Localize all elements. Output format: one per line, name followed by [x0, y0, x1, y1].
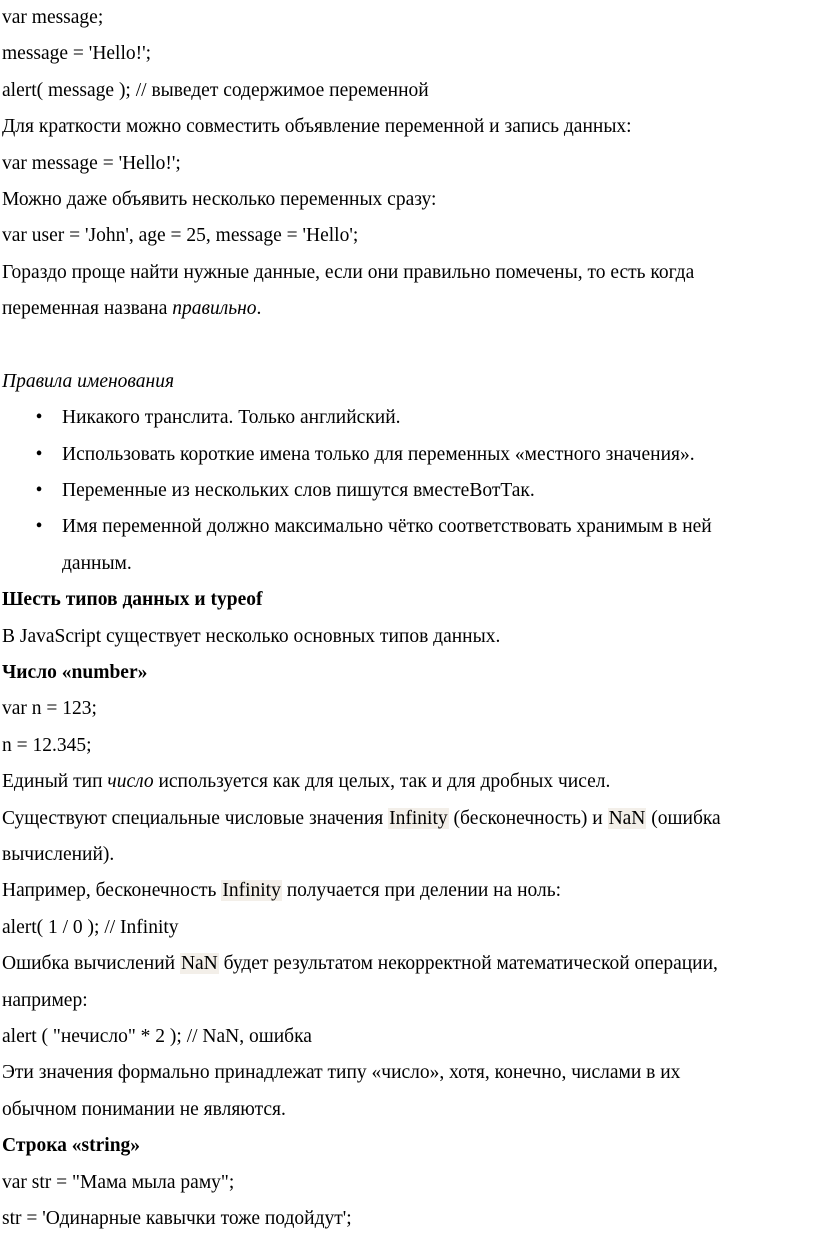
code-line: alert( message ); // выведет содержимое переменной: [2, 79, 429, 101]
highlighted-term: NaN: [180, 953, 218, 975]
text-run: (ошибка: [646, 807, 721, 829]
bullet-icon: •: [35, 407, 43, 429]
section-heading-string: Строка «string»: [2, 1135, 141, 1157]
section-heading-number: Число «number»: [2, 662, 148, 684]
text-run: переменная названа: [2, 298, 173, 320]
paragraph-line: Гораздо проще найти нужные данные, если они правильно помечены, то есть когда: [2, 261, 695, 283]
code-line: message = 'Hello!';: [2, 43, 152, 65]
paragraph-line: вычислений).: [2, 843, 115, 865]
paragraph-line: например:: [2, 989, 88, 1011]
text-run: Ошибка вычислений: [2, 953, 180, 975]
code-line: var user = 'John', age = 25, message = 'Hello';: [2, 225, 359, 247]
code-line: var message = 'Hello!';: [2, 152, 181, 174]
section-heading-naming: Правила именования: [2, 370, 175, 392]
paragraph-line: Для краткости можно совместить объявление переменной и запись данных:: [2, 116, 632, 138]
paragraph-line: [2, 946, 814, 982]
paragraph-line: [2, 764, 814, 800]
paragraph-line: обычном понимании не являются.: [2, 1098, 286, 1120]
list-item: [2, 509, 814, 545]
text-run: Единый тип: [2, 771, 108, 793]
code-line: var message;: [2, 7, 104, 28]
list-item-continuation: данным.: [62, 552, 132, 574]
paragraph-line: В JavaScript существует несколько основных типов данных.: [2, 625, 501, 647]
code-line: var n = 123;: [2, 698, 97, 720]
bullet-icon: •: [35, 516, 43, 538]
code-line: alert( 1 / 0 ); // Infinity: [2, 916, 179, 938]
list-item-text: Имя переменной должно максимально чётко соответствовать хранимым в ней: [62, 516, 712, 538]
code-line: n = 12.345;: [2, 734, 92, 756]
highlighted-term: Infinity: [389, 807, 448, 829]
document-page: [2, 0, 814, 1237]
paragraph-line: Можно даже объявить несколько переменных сразу:: [2, 188, 437, 210]
italic-text: число: [107, 771, 154, 793]
code-line: str = 'Одинарные кавычки тоже подойдут';: [2, 1207, 352, 1229]
text-run: Например, бесконечность: [2, 880, 222, 902]
paragraph-line: [2, 801, 814, 837]
text-run: .: [256, 298, 262, 320]
text-run: Существуют специальные числовые значения: [2, 807, 389, 829]
paragraph-line: [2, 873, 814, 909]
text-run: получается при делении на ноль:: [281, 880, 562, 902]
list-item: [2, 437, 814, 473]
list-item: [2, 473, 814, 509]
italic-text: правильно: [172, 298, 257, 320]
list-item-text: Переменные из нескольких слов пишутся вместеВотТак.: [62, 480, 535, 502]
code-line: alert ( "нечисло" * 2 ); // NaN, ошибка: [2, 1025, 312, 1047]
code-line: var str = "Мама мыла раму";: [2, 1171, 235, 1193]
paragraph-line: [2, 291, 814, 327]
text-run: (бесконечность) и: [448, 807, 608, 829]
blank-line: [2, 328, 814, 364]
text-run: будет результатом некорректной математической операции,: [218, 953, 718, 975]
section-heading-types: Шесть типов данных и typeof: [2, 589, 263, 611]
list-item-text: Использовать короткие имена только для переменных «местного значения».: [62, 443, 695, 465]
text-run: используется как для целых, так и для дробных чисел.: [153, 771, 611, 793]
paragraph-line: Эти значения формально принадлежат типу «число», хотя, конечно, числами в их: [2, 1062, 681, 1084]
bullet-icon: •: [35, 443, 43, 465]
bullet-icon: •: [35, 480, 43, 502]
highlighted-term: Infinity: [222, 880, 281, 902]
list-item: [2, 400, 814, 436]
list-item-text: Никакого транслита. Только английский.: [62, 407, 401, 429]
highlighted-term: NaN: [608, 807, 646, 829]
